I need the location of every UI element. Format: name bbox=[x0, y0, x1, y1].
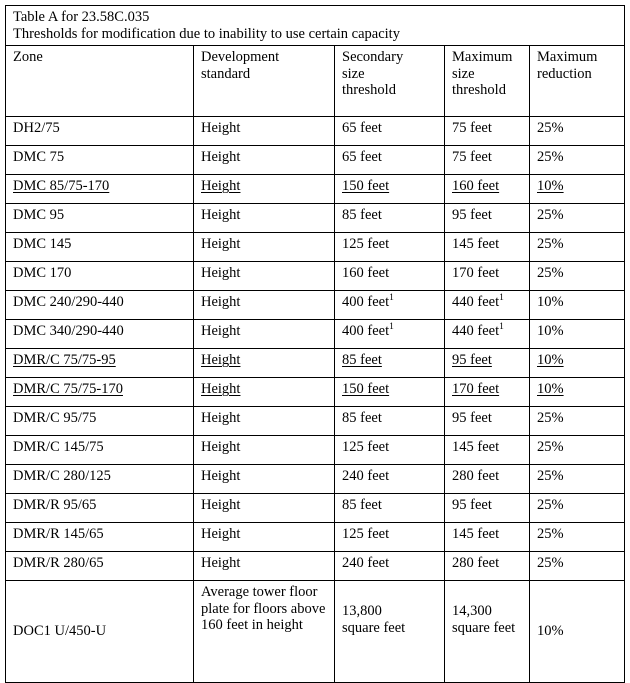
cell-development-standard: Height bbox=[194, 291, 335, 320]
cell-zone: DMR/C 280/125 bbox=[6, 465, 194, 494]
cell-maximum-size-threshold bbox=[445, 378, 530, 407]
cell-secondary-value: 125 feet bbox=[342, 439, 390, 456]
column-header-maximum-size-line-1: Maximum bbox=[452, 49, 513, 66]
cell-development-standard bbox=[194, 175, 335, 204]
cell-secondary-size-threshold bbox=[335, 523, 445, 552]
cell-development-standard: Height bbox=[194, 233, 335, 262]
cell-secondary-value: 85 feet bbox=[342, 352, 382, 369]
amended-text bbox=[342, 352, 382, 368]
column-header-maximum-size-line-2: size bbox=[452, 65, 475, 82]
cell-secondary-value: 150 feet bbox=[342, 381, 390, 398]
cell-zone: DMR/C 95/75 bbox=[6, 407, 194, 436]
table-row bbox=[6, 175, 625, 204]
table-row bbox=[6, 494, 625, 523]
cell-secondary-value: 125 feet bbox=[342, 526, 390, 543]
table-row bbox=[6, 378, 625, 407]
amended-text bbox=[342, 381, 389, 397]
cell-maximum-size-threshold bbox=[445, 523, 530, 552]
cell-zone bbox=[6, 378, 194, 407]
cell-development-standard bbox=[194, 349, 335, 378]
cell-zone: DMC 95 bbox=[6, 204, 194, 233]
cell-maximum-value: 440 feet bbox=[452, 294, 500, 311]
amended-text: 10% bbox=[537, 352, 564, 369]
column-header-zone-line-1: Zone bbox=[13, 49, 43, 66]
cell-secondary-size-threshold bbox=[335, 233, 445, 262]
column-header-secondary-line-1: Secondary bbox=[342, 49, 404, 66]
cell-maximum-value: 170 feet bbox=[452, 265, 500, 282]
cell-maximum-value: 95 feet bbox=[452, 497, 492, 514]
cell-secondary-size-threshold bbox=[335, 494, 445, 523]
table-row bbox=[6, 436, 625, 465]
cell-maximum-size-threshold bbox=[445, 146, 530, 175]
amended-text: Height bbox=[201, 381, 241, 398]
table-row bbox=[6, 552, 625, 581]
amended-text: Height bbox=[201, 352, 241, 369]
cell-secondary-size-threshold bbox=[335, 436, 445, 465]
amended-text: 10% bbox=[537, 381, 564, 398]
column-header-development-standard bbox=[194, 46, 335, 117]
cell-development-standard: Height bbox=[194, 204, 335, 233]
cell-maximum-value: 280 feet bbox=[452, 468, 500, 485]
cell-secondary-size-threshold bbox=[335, 465, 445, 494]
amended-text: DMR/C 75/75-170 bbox=[13, 381, 123, 398]
table-title-line-2: Thresholds for modification due to inability to use certain capacity bbox=[13, 25, 400, 42]
cell-maximum-value: 95 feet bbox=[452, 207, 492, 224]
cell-maximum-reduction: 25% bbox=[530, 204, 625, 233]
cell-maximum-reduction bbox=[530, 175, 625, 204]
cell-maximum-size-threshold bbox=[445, 407, 530, 436]
cell-development-standard: Height bbox=[194, 146, 335, 175]
table-row bbox=[6, 320, 625, 349]
cell-development-standard: Height bbox=[194, 262, 335, 291]
cell-secondary-size-threshold bbox=[335, 407, 445, 436]
cell-zone: DMR/R 145/65 bbox=[6, 523, 194, 552]
cell-zone: DMR/R 95/65 bbox=[6, 494, 194, 523]
cell-maximum-size-threshold bbox=[445, 349, 530, 378]
cell-zone: DMR/C 145/75 bbox=[6, 436, 194, 465]
column-header-zone bbox=[6, 46, 194, 117]
cell-secondary-value-line-2: square feet bbox=[342, 619, 406, 636]
amended-text bbox=[452, 352, 492, 368]
amended-text: 10% bbox=[537, 178, 564, 195]
cell-maximum-size-threshold bbox=[445, 175, 530, 204]
cell-zone: DMC 170 bbox=[6, 262, 194, 291]
cell-secondary-size-threshold bbox=[335, 291, 445, 320]
amended-text: DMC 85/75-170 bbox=[13, 178, 110, 195]
cell-maximum-value: 160 feet bbox=[452, 178, 500, 195]
amended-text bbox=[452, 178, 499, 194]
cell-development-standard: Height bbox=[194, 436, 335, 465]
cell-maximum-reduction: 25% bbox=[530, 146, 625, 175]
footnote-marker-maximum: 1 bbox=[499, 293, 504, 304]
cell-maximum-size-threshold bbox=[445, 465, 530, 494]
cell-secondary-size-threshold bbox=[335, 175, 445, 204]
cell-development-standard: Height bbox=[194, 320, 335, 349]
cell-secondary-value-line-1: 13,800 bbox=[342, 603, 382, 620]
cell-zone: DMC 340/290-440 bbox=[6, 320, 194, 349]
cell-maximum-reduction: 25% bbox=[530, 407, 625, 436]
cell-secondary-value: 400 feet bbox=[342, 323, 390, 340]
column-header-maximum-size-threshold bbox=[445, 46, 530, 117]
cell-secondary-size-threshold bbox=[335, 552, 445, 581]
table-row bbox=[6, 407, 625, 436]
cell-development-standard: Height bbox=[194, 552, 335, 581]
cell-secondary-size-threshold bbox=[335, 320, 445, 349]
cell-maximum-value: 170 feet bbox=[452, 381, 500, 398]
cell-secondary-value: 65 feet bbox=[342, 120, 382, 137]
cell-maximum-value: 145 feet bbox=[452, 439, 500, 456]
cell-maximum-size-threshold bbox=[445, 233, 530, 262]
table-row bbox=[6, 262, 625, 291]
cell-maximum-reduction: 25% bbox=[530, 523, 625, 552]
cell-zone: DH2/75 bbox=[6, 117, 194, 146]
cell-zone: DOC1 U/450-U bbox=[6, 581, 194, 683]
footnote-marker-secondary: 1 bbox=[389, 322, 394, 333]
cell-development-standard: Height bbox=[194, 407, 335, 436]
cell-maximum-reduction: 25% bbox=[530, 233, 625, 262]
column-header-development-standard-line-2: standard bbox=[201, 65, 251, 82]
table-row bbox=[6, 465, 625, 494]
cell-maximum-value: 95 feet bbox=[452, 410, 492, 427]
column-header-secondary-line-3: threshold bbox=[342, 82, 396, 99]
cell-maximum-size-threshold bbox=[445, 204, 530, 233]
column-header-maximum-reduction bbox=[530, 46, 625, 117]
cell-zone: DMR/R 280/65 bbox=[6, 552, 194, 581]
cell-maximum-value: 145 feet bbox=[452, 526, 500, 543]
cell-secondary-value: 240 feet bbox=[342, 555, 390, 572]
table-title-line-1: Table A for 23.58C.035 bbox=[13, 9, 150, 25]
table-row bbox=[6, 117, 625, 146]
cell-maximum-size-threshold bbox=[445, 291, 530, 320]
amended-text bbox=[452, 381, 499, 397]
table-row bbox=[6, 291, 625, 320]
cell-secondary-value: 85 feet bbox=[342, 207, 382, 224]
column-header-maximum-reduction-line-1: Maximum bbox=[537, 49, 598, 66]
cell-maximum-reduction: 10% bbox=[530, 581, 625, 683]
cell-maximum-size-threshold bbox=[445, 117, 530, 146]
cell-maximum-size-threshold bbox=[445, 262, 530, 291]
cell-maximum-size-threshold bbox=[445, 494, 530, 523]
cell-zone: DMC 75 bbox=[6, 146, 194, 175]
cell-maximum-reduction bbox=[530, 349, 625, 378]
cell-secondary-size-threshold bbox=[335, 378, 445, 407]
table-row bbox=[6, 146, 625, 175]
cell-secondary-size-threshold bbox=[335, 349, 445, 378]
cell-secondary-size-threshold bbox=[335, 117, 445, 146]
cell-maximum-reduction bbox=[530, 378, 625, 407]
table-row-doc1 bbox=[6, 581, 625, 683]
cell-maximum-size-threshold bbox=[445, 581, 530, 683]
cell-secondary-value: 400 feet bbox=[342, 294, 390, 311]
cell-maximum-size-threshold bbox=[445, 320, 530, 349]
cell-maximum-reduction: 25% bbox=[530, 494, 625, 523]
cell-secondary-size-threshold bbox=[335, 581, 445, 683]
amended-text bbox=[342, 178, 389, 194]
cell-maximum-value: 75 feet bbox=[452, 149, 492, 166]
cell-secondary-value: 150 feet bbox=[342, 178, 390, 195]
cell-maximum-reduction: 25% bbox=[530, 552, 625, 581]
cell-secondary-value: 125 feet bbox=[342, 236, 390, 253]
cell-development-standard: Height bbox=[194, 494, 335, 523]
cell-maximum-size-threshold bbox=[445, 552, 530, 581]
column-header-secondary-line-2: size bbox=[342, 65, 365, 82]
table-row bbox=[6, 349, 625, 378]
cell-maximum-reduction: 25% bbox=[530, 465, 625, 494]
cell-maximum-reduction: 10% bbox=[530, 320, 625, 349]
table-title-cell bbox=[6, 6, 625, 46]
cell-maximum-value-line-2: square feet bbox=[452, 619, 516, 636]
cell-zone: DMC 240/290-440 bbox=[6, 291, 194, 320]
cell-secondary-value: 240 feet bbox=[342, 468, 390, 485]
table-row bbox=[6, 233, 625, 262]
footnote-marker-maximum: 1 bbox=[499, 322, 504, 333]
cell-maximum-reduction: 25% bbox=[530, 436, 625, 465]
cell-maximum-value: 95 feet bbox=[452, 352, 492, 369]
footnote-marker-secondary: 1 bbox=[389, 293, 394, 304]
amended-text: Height bbox=[201, 178, 241, 195]
cell-maximum-size-threshold bbox=[445, 436, 530, 465]
column-header-secondary-size-threshold bbox=[335, 46, 445, 117]
cell-secondary-size-threshold bbox=[335, 262, 445, 291]
cell-maximum-value: 145 feet bbox=[452, 236, 500, 253]
cell-maximum-value: 280 feet bbox=[452, 555, 500, 572]
cell-secondary-size-threshold bbox=[335, 146, 445, 175]
cell-maximum-value: 440 feet bbox=[452, 323, 500, 340]
cell-maximum-reduction: 25% bbox=[530, 262, 625, 291]
cell-development-standard: Height bbox=[194, 117, 335, 146]
cell-maximum-reduction: 10% bbox=[530, 291, 625, 320]
cell-maximum-value: 75 feet bbox=[452, 120, 492, 137]
column-header-maximum-reduction-line-2: reduction bbox=[537, 65, 592, 82]
cell-secondary-value: 65 feet bbox=[342, 149, 382, 166]
cell-secondary-value: 85 feet bbox=[342, 497, 382, 514]
cell-zone bbox=[6, 175, 194, 204]
cell-secondary-size-threshold bbox=[335, 204, 445, 233]
cell-development-standard: Height bbox=[194, 523, 335, 552]
table-row bbox=[6, 523, 625, 552]
cell-secondary-value: 160 feet bbox=[342, 265, 390, 282]
cell-maximum-value-line-1: 14,300 bbox=[452, 603, 492, 620]
amended-text: DMR/C 75/75-95 bbox=[13, 352, 116, 369]
column-header-development-standard-line-1: Development bbox=[201, 49, 280, 66]
cell-zone bbox=[6, 349, 194, 378]
table-header-row bbox=[6, 46, 625, 117]
cell-secondary-value: 85 feet bbox=[342, 410, 382, 427]
thresholds-table bbox=[5, 5, 625, 683]
table-title-row bbox=[6, 6, 625, 46]
cell-zone: DMC 145 bbox=[6, 233, 194, 262]
column-header-maximum-size-line-3: threshold bbox=[452, 82, 506, 99]
cell-development-standard: Height bbox=[194, 465, 335, 494]
cell-development-standard: Average tower floor plate for floors above 160 feet in height bbox=[194, 581, 335, 683]
cell-maximum-reduction: 25% bbox=[530, 117, 625, 146]
cell-development-standard bbox=[194, 378, 335, 407]
table-row bbox=[6, 204, 625, 233]
